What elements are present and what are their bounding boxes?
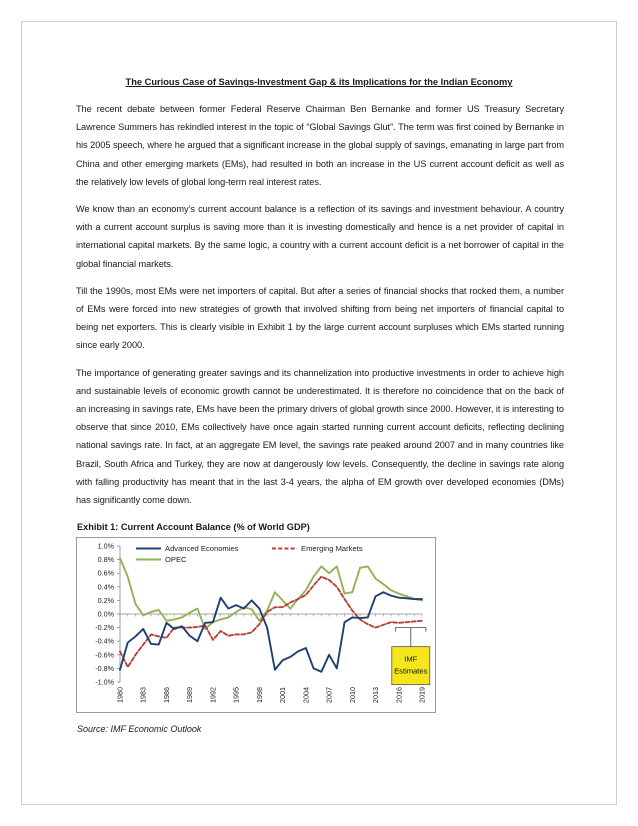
paragraph-4: The importance of generating greater savings and its channelization into productive investments in order to achieve high and sustainable levels of economic growth cannot be underestimated. It is therefore no coincidence that on the back of an increasing in savings rate, EMs have been the primary drivers of global growth since 2000. However, it is interesting to observe that since 2010, EMs collectively have once again started running current account deficits, reflecting declining national savings rate. In fact, at an aggregate EM level, the savings rate peaked around 2007 and in many countries like Brazil, South Africa and Turkey, they are now at dangerously low levels. Consequently, the decline in savings rate along with falling productivity has meant that in the last 3-4 years, the alpha of EM growth over developed economies (DMs) has significantly come down. xyxy=(76,367,564,506)
x-tick-label: 1980 xyxy=(115,687,125,703)
chart-source: Source: IMF Economic Outlook xyxy=(77,724,202,734)
x-tick-label: 1995 xyxy=(231,687,241,703)
document-body xyxy=(76,100,564,518)
exhibit-1-chart xyxy=(76,537,436,713)
paragraph-3: Till the 1990s, most EMs were net importers of capital. But after a series of financial shocks that rocked them, a number of EMs were forced into new strategies of growth that involved shifting from being net importers of financial capital to being net exporters. This is clearly visible in Exhibit 1 by the large current account surpluses which EMs started running since early 2000. xyxy=(76,285,564,351)
x-tick-label: 1983 xyxy=(138,687,148,703)
y-tick-label: 1.0% xyxy=(97,541,114,551)
y-tick-label: -0.4% xyxy=(95,636,114,646)
x-tick-label: 2010 xyxy=(347,687,357,703)
x-tick-label: 1989 xyxy=(185,687,195,703)
y-tick-label: -0.6% xyxy=(95,650,114,660)
x-tick-label: 2004 xyxy=(301,687,311,703)
legend-label-advanced-economies: Advanced Economies xyxy=(165,544,239,553)
imf-estimates-box xyxy=(392,647,430,685)
legend-label-emerging-markets: Emerging Markets xyxy=(301,544,363,553)
x-tick-label: 2001 xyxy=(278,687,288,703)
y-tick-label: 0.4% xyxy=(97,582,114,592)
y-tick-label: -1.0% xyxy=(95,677,114,687)
paragraph-2: We know than an economy’s current account balance is a reflection of its savings and investment behaviour. A country with a current account surplus is saving more than it is investing domestically and hence is a net provider of capital in international capital markets. By the same logic, a country with a current account deficit is a net borrower of capital in the global financial markets. xyxy=(76,204,564,269)
x-tick-label: 2016 xyxy=(394,687,404,703)
x-tick-label: 2013 xyxy=(371,687,381,703)
exhibit-title: Exhibit 1: Current Account Balance (% of World GDP) xyxy=(77,522,310,532)
imf-estimates-label-line1: IMF xyxy=(404,654,418,664)
y-tick-label: -0.2% xyxy=(95,623,114,633)
x-tick-label: 2007 xyxy=(324,687,334,703)
y-tick-label: -0.8% xyxy=(95,663,114,673)
x-tick-label: 1986 xyxy=(161,687,171,703)
y-tick-label: 0.6% xyxy=(97,568,114,578)
y-tick-label: 0.8% xyxy=(97,555,114,565)
x-tick-label: 1992 xyxy=(208,687,218,703)
x-tick-label: 2019 xyxy=(417,687,427,703)
x-tick-label: 1998 xyxy=(254,687,264,703)
legend-label-opec: OPEC xyxy=(165,555,187,564)
y-tick-label: 0.0% xyxy=(97,609,114,619)
y-tick-label: 0.2% xyxy=(97,595,114,605)
imf-estimates-label-line2: Estimates xyxy=(394,666,428,676)
document-title: The Curious Case of Savings-Investment Gap & its Implications for the Indian Economy xyxy=(125,77,513,87)
chart-svg xyxy=(76,537,436,713)
paragraph-1: The recent debate between former Federal Reserve Chairman Ben Bernanke and former US Treasury Secretary Lawrence Summers has rekindled interest in the topic of “Global Savings Glut”. The term was first coined by Bernanke in his 2005 speech, where he argued that a significant increase in the global supply of savings, emanating in large part from China and other emerging markets (EMs), had resulted in both an increase in the US current account deficit as well as the relatively low levels of global long-term real interest rates. xyxy=(76,104,564,187)
